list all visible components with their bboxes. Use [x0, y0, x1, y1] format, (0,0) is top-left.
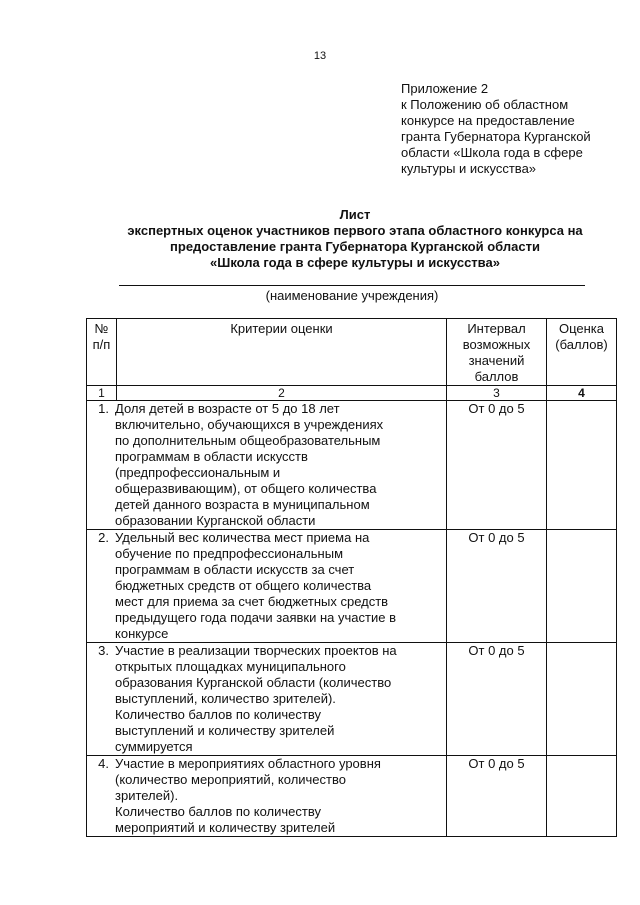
header-interval	[447, 319, 547, 386]
criterion-text: обучение по предпрофессиональным	[115, 546, 344, 561]
score-cell[interactable]	[547, 530, 617, 643]
criterion-text: Участие в мероприятиях областного уровня	[115, 756, 381, 771]
page-number: 13	[313, 50, 327, 62]
table-row	[87, 643, 617, 756]
appendix-note	[401, 81, 631, 177]
interval-cell: От 0 до 5	[447, 401, 547, 530]
criterion-text: детей данного возраста в муниципальном	[115, 497, 370, 512]
criterion-text: общеразвивающим), от общего количества	[115, 481, 377, 496]
appendix-line: гранта Губернатора Курганской	[401, 129, 591, 144]
table-row	[87, 756, 617, 837]
column-number: 3	[447, 386, 547, 401]
criterion-text: Участие в реализации творческих проектов на	[115, 643, 397, 658]
title-line: предоставление гранта Губернатора Курганской области	[170, 239, 540, 254]
column-number: 1	[87, 386, 117, 401]
header-score-line: Оценка	[558, 321, 605, 336]
header-num-line: №	[94, 321, 109, 336]
criterion-text: включительно, обучающихся в учреждениях	[115, 417, 384, 432]
interval-cell: От 0 до 5	[447, 530, 547, 643]
criterion-text: программам в области искусств за счет	[115, 562, 355, 577]
criterion-cell	[87, 530, 447, 643]
header-interval-line: Интервал	[467, 321, 526, 336]
header-num-line: п/п	[92, 337, 111, 352]
row-number: 1.	[98, 401, 109, 416]
criterion-text: выступлений, количество зрителей).	[115, 691, 336, 706]
score-cell[interactable]	[547, 756, 617, 837]
appendix-line: культуры и искусства»	[401, 161, 537, 176]
row-number: 4.	[98, 756, 109, 771]
criterion-text: бюджетных средств от общего количества	[115, 578, 372, 593]
header-score	[547, 319, 617, 386]
header-score-line: (баллов)	[555, 337, 608, 352]
score-cell[interactable]	[547, 401, 617, 530]
row-number: 2.	[98, 530, 109, 545]
title-line: экспертных оценок участников первого этапа областного конкурса на	[127, 223, 583, 238]
criterion-text: суммируется	[115, 739, 193, 754]
criterion-text: Количество баллов по количеству	[115, 804, 321, 819]
criterion-text: зрителей).	[115, 788, 179, 803]
title-line: «Школа года в сфере культуры и искусства»	[210, 255, 500, 270]
table-row	[87, 401, 617, 530]
table-header-row	[87, 319, 617, 386]
institution-caption: (наименование учреждения)	[265, 288, 439, 303]
criterion-text: Удельный вес количества мест приема на	[115, 530, 370, 545]
institution-name-line	[119, 285, 585, 286]
interval-cell: От 0 до 5	[447, 643, 547, 756]
title-line: Лист	[339, 207, 371, 222]
criterion-text: мероприятий и количеству зрителей	[115, 820, 336, 835]
criterion-text: мест для приема за счет бюджетных средств	[115, 594, 389, 609]
appendix-line: к Положению об областном	[401, 97, 569, 112]
criterion-text: Количество баллов по количеству	[115, 707, 321, 722]
criterion-text: (количество мероприятий, количество	[115, 772, 346, 787]
criterion-text: программам в области искусств	[115, 449, 308, 464]
criterion-text: образовании Курганской области	[115, 513, 316, 528]
appendix-line: конкурсе на предоставление	[401, 113, 575, 128]
criterion-text: выступлений и количеству зрителей	[115, 723, 335, 738]
criterion-cell	[87, 401, 447, 530]
table-row	[87, 530, 617, 643]
interval-cell: От 0 до 5	[447, 756, 547, 837]
row-number: 3.	[98, 643, 109, 658]
criterion-text: образования Курганской области (количество	[115, 675, 392, 690]
header-interval-line: значений баллов	[468, 353, 525, 384]
criterion-cell	[87, 643, 447, 756]
header-num	[87, 319, 117, 386]
criterion-text: по дополнительным общеобразовательным	[115, 433, 381, 448]
document-title	[90, 207, 620, 271]
criterion-text: Доля детей в возрасте от 5 до 18 лет	[115, 401, 340, 416]
header-criteria: Критерии оценки	[117, 319, 447, 386]
appendix-line: Приложение 2	[401, 81, 489, 96]
criterion-cell	[87, 756, 447, 837]
score-cell[interactable]	[547, 643, 617, 756]
criterion-text: открытых площадках муниципального	[115, 659, 346, 674]
column-number: 4	[547, 386, 617, 401]
criterion-text: предыдущего года подачи заявки на участие в	[115, 610, 396, 625]
criterion-text: (предпрофессиональным и	[115, 465, 281, 480]
criterion-text: конкурсе	[115, 626, 169, 641]
column-number: 2	[117, 386, 447, 401]
column-number-row	[87, 386, 617, 401]
appendix-line: области «Школа года в сфере	[401, 145, 583, 160]
header-interval-line: возможных	[462, 337, 531, 352]
criteria-table	[86, 318, 617, 837]
